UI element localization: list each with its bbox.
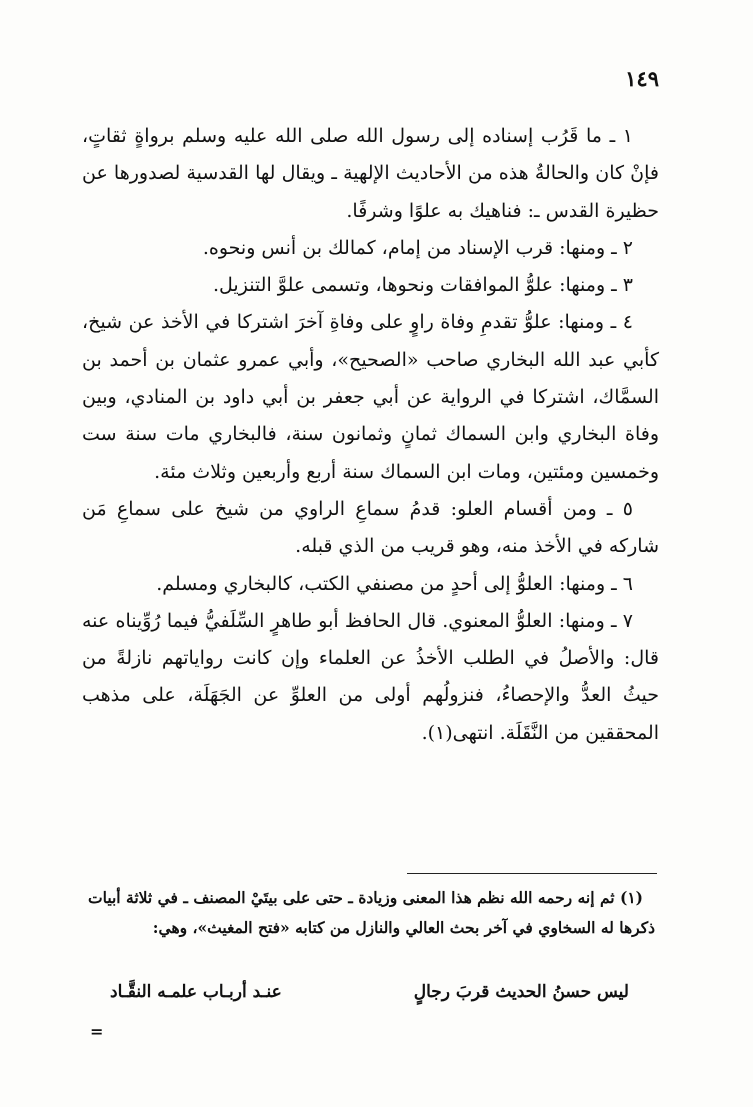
footnote-text: (١) ثم إنه رحمه الله نظم هذا المعنى وزيادة ـ حتى على بيتَيْ المصنف ـ في ثلاثة أبيات ذكرها له السخاوي في آخر بحث العالي والنازل من كتابه «فتح المغيث»، وهي: [88, 888, 655, 937]
page-number: ١٤٩ [625, 66, 659, 91]
paragraph-5: ٥ ـ ومن أقسام العلو: قدمُ سماعِ الراوي من شيخ على سماعِ مَن شاركه في الأخذ منه، وهو قريب من الذي قبله. [82, 497, 659, 558]
poetry-verse [110, 982, 629, 1002]
continuation-mark: = [90, 1022, 104, 1041]
paragraph-6: ٦ ـ ومنها: العلوُّ إلى أحدٍ من مصنفي الكتب، كالبخاري ومسلم. [156, 572, 633, 595]
footnote-separator [407, 873, 657, 874]
verse-first-hemistich: ليس حسنُ الحديث قربَ رجالٍ [413, 982, 629, 1002]
paragraph-7: ٧ ـ ومنها: العلوُّ المعنوي. قال الحافظ أبو طاهرٍ السِّلَفيُّ فيما رُوِّيناه عنه قال: والأصلُ في الطلب الأخذُ عن العلماء وإن كانت رواياتهم نازلةً من حيثُ العدُّ والإحصاءُ، فنزولُهم أولى من العلوِّ عن الجَهَلَة، على مذهب المحققين من النَّقَلَة. انتهى(١). [82, 609, 659, 744]
paragraph-2: ٢ ـ ومنها: قرب الإسناد من إمام، كمالك بن أنس ونحوه. [202, 236, 633, 259]
main-text [82, 118, 659, 752]
paragraph-3: ٣ ـ ومنها: علوُّ الموافقات ونحوها، وتسمى علوَّ التنزيل. [213, 274, 633, 297]
verse-second-hemistich: عنـد أربـاب علمـه النقَّـاد [110, 982, 282, 1002]
footnote [88, 883, 655, 943]
paragraph-4: ٤ ـ ومنها: علوُّ تقدمِ وفاة راوٍ على وفاةِ آخرَ اشتركا في الأخذ عن شيخ، كأبي عبد الله البخاري صاحب «الصحيح»، وأبي عمرو عثمان بن أحمد بن السمَّاك، اشتركا في الرواية عن أبي جعفر بن أبي داود بن المنادي، وبين وفاة البخاري وابن السماك ثمانٍ وثمانون سنة، فالبخاري مات سنة ست وخمسين ومئتين، ومات ابن السماك سنة أربع وأربعين وثلاث مئة. [82, 311, 659, 483]
paragraph-1: ١ ـ ما قَرُب إسناده إلى رسول الله صلى الله عليه وسلم برواةٍ ثقاتٍ، فإنْ كان والحالةُ هذه من الأحاديث الإلهية ـ ويقال لها القدسية لصدورها عن حظيرة القدس ـ: فناهيك به علوًا وشرفًا. [82, 125, 659, 222]
